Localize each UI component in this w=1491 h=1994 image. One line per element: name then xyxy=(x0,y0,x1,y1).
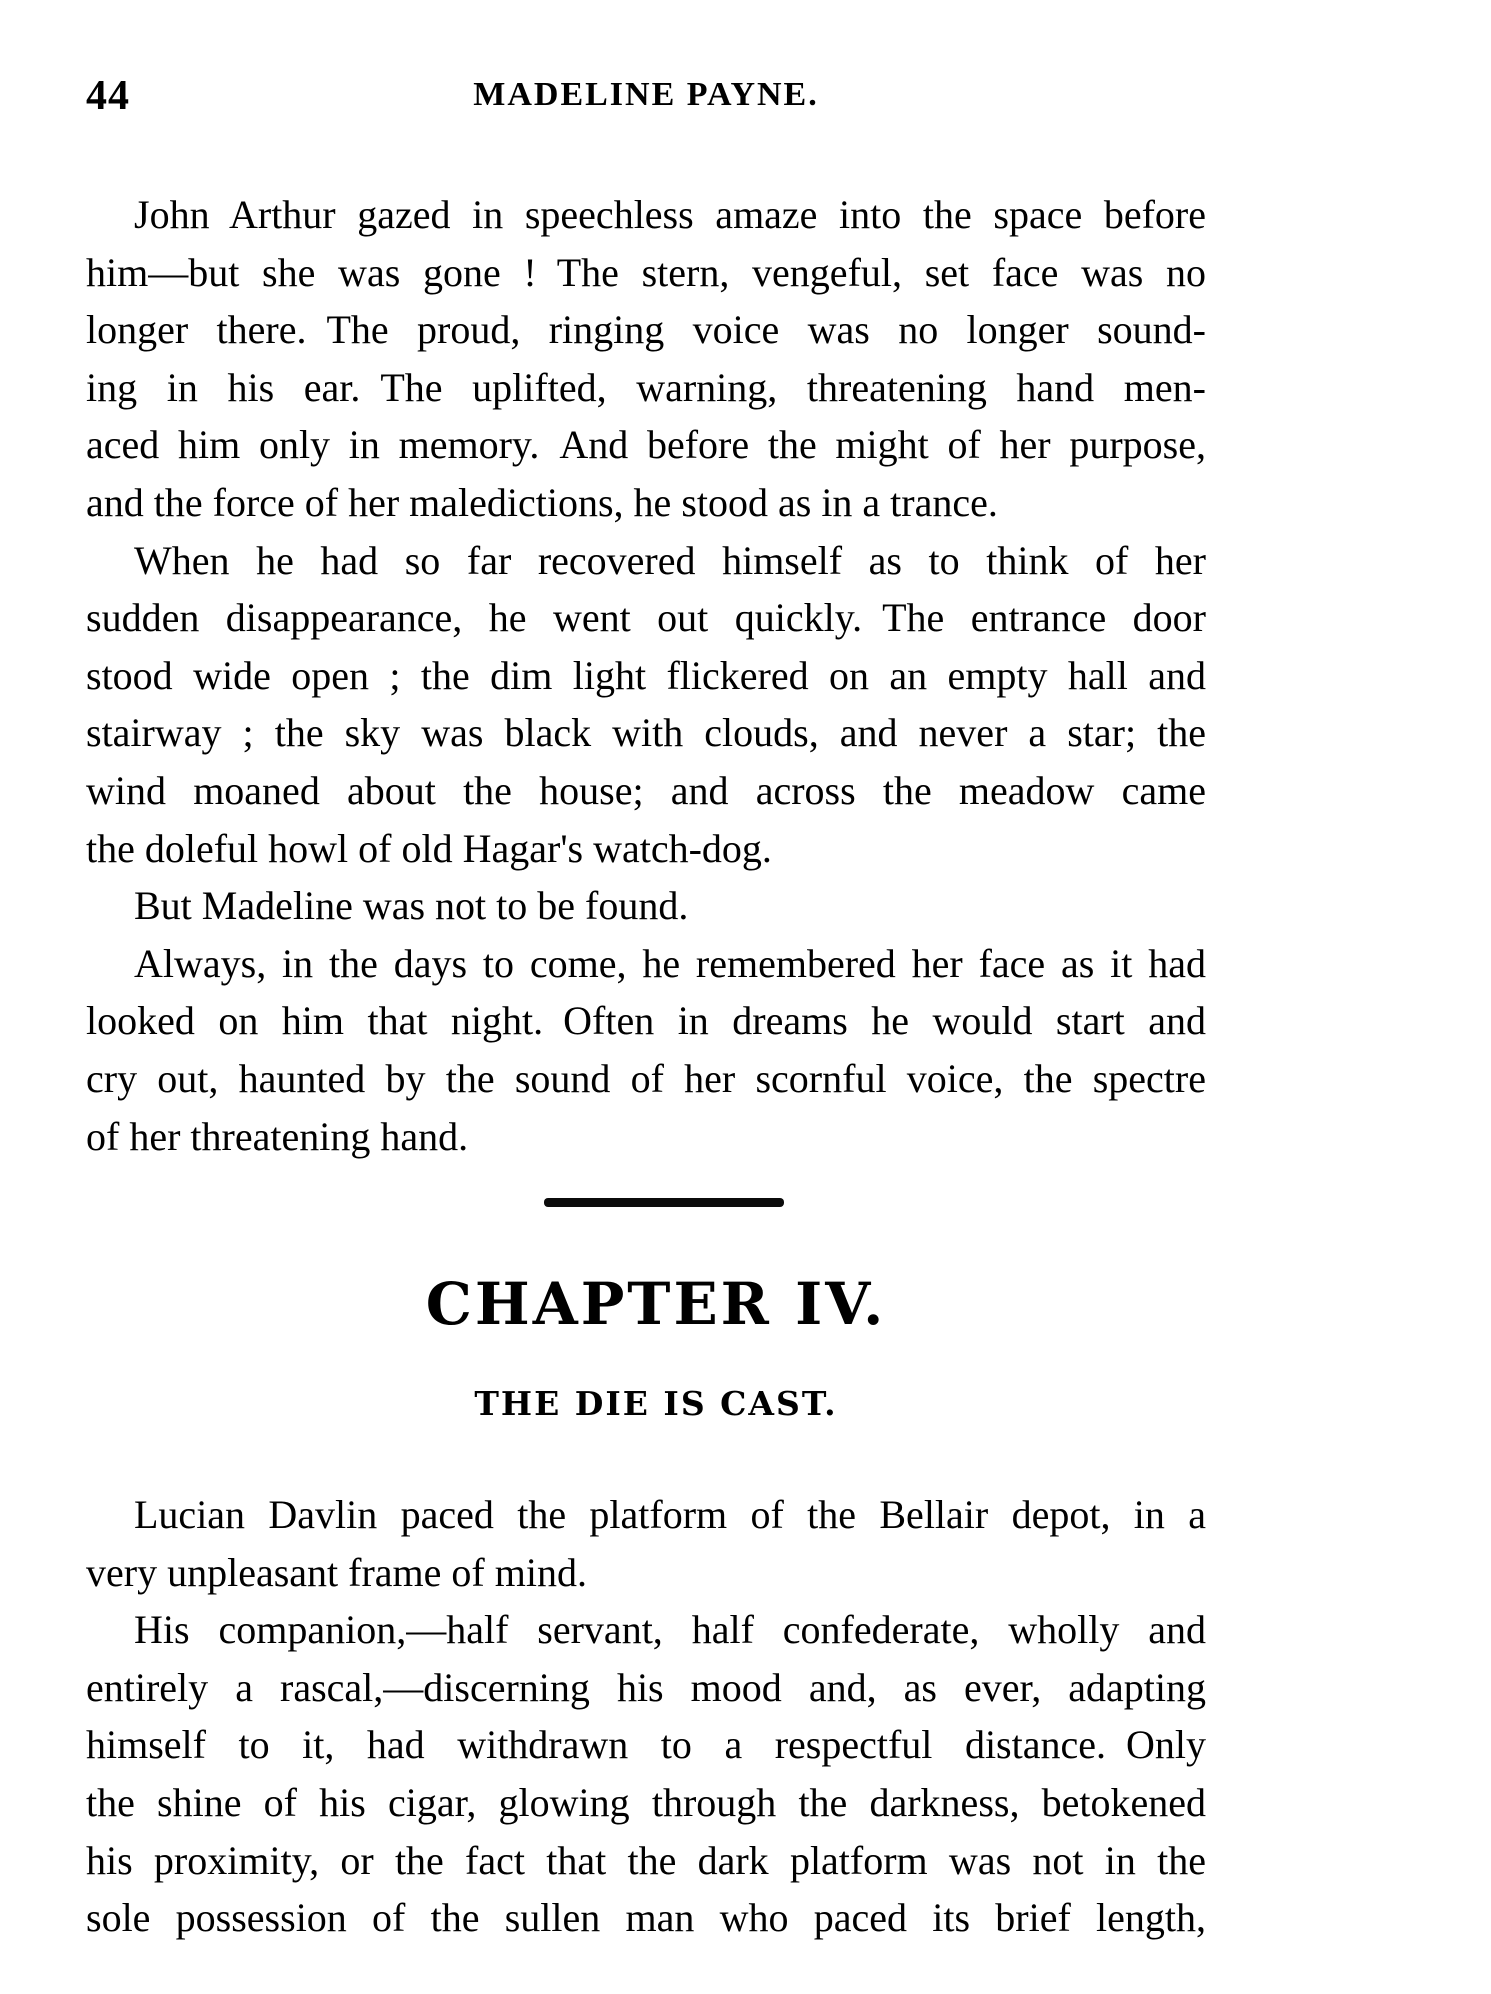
text-line: the shine of his cigar, glowing through the darkness, betokened xyxy=(86,1779,1206,1825)
text-line: His companion,—half servant, half confederate, wholly and xyxy=(134,1607,1206,1653)
text-line: cry out, haunted by the sound of her scornful voice, the spectre xyxy=(86,1055,1206,1101)
text-line: But Madeline was not to be found. xyxy=(134,883,689,929)
text-line: longer there. The proud, ringing voice was no longer sound- xyxy=(86,307,1206,353)
text-block-bottom xyxy=(86,1486,1206,1947)
chapter-heading: CHAPTER IV. xyxy=(425,1270,887,1338)
chapter-subtitle: THE DIE IS CAST. xyxy=(474,1384,838,1423)
text-line: stairway ; the sky was black with clouds, and never a star; the xyxy=(86,710,1206,756)
text-line: entirely a rascal,—discerning his mood and, as ever, adapting xyxy=(86,1664,1206,1710)
text-line: When he had so far recovered himself as to think of her xyxy=(134,537,1206,583)
text-line: stood wide open ; the dim light flickered on an empty hall and xyxy=(86,652,1206,698)
paragraph xyxy=(86,1601,1206,1947)
paragraph xyxy=(86,186,1206,532)
paragraph xyxy=(86,935,1206,1165)
page-number: 44 xyxy=(86,73,130,119)
text-block-top xyxy=(86,186,1206,1165)
text-line: wind moaned about the house; and across the meadow came xyxy=(86,767,1206,813)
text-line: very unpleasant frame of mind. xyxy=(86,1549,587,1595)
text-line: Lucian Davlin paced the platform of the Bellair depot, in a xyxy=(134,1492,1206,1537)
paragraph xyxy=(86,877,1206,935)
text-line: himself to it, had withdrawn to a respectful distance. Only xyxy=(86,1722,1206,1768)
text-line: of her threatening hand. xyxy=(86,1113,469,1159)
text-line: John Arthur gazed in speechless amaze into the space before xyxy=(134,192,1206,237)
text-line: sole possession of the sullen man who paced its brief length, xyxy=(86,1895,1206,1941)
running-header xyxy=(86,70,1206,118)
text-line: aced him only in memory. And before the might of her purpose, xyxy=(86,422,1206,468)
section-divider-rule xyxy=(544,1198,784,1207)
text-line: sudden disappearance, he went out quickly. The entrance door xyxy=(86,595,1206,641)
text-line: him—but she was gone ! The stern, vengeful, set face was no xyxy=(86,249,1206,295)
text-line: the doleful howl of old Hagar's watch-dog. xyxy=(86,825,772,871)
text-line: looked on him that night. Often in dreams he would start and xyxy=(86,998,1206,1044)
text-line: Always, in the days to come, he remembered her face as it had xyxy=(134,940,1206,986)
text-line: his proximity, or the fact that the dark platform was not in the xyxy=(86,1837,1206,1883)
running-title: MADELINE PAYNE. xyxy=(473,76,819,113)
text-line: and the force of her maledictions, he stood as in a trance. xyxy=(86,479,998,525)
text-line: ing in his ear. The uplifted, warning, threatening hand men- xyxy=(86,364,1206,410)
paragraph xyxy=(86,1486,1206,1601)
paragraph xyxy=(86,532,1206,878)
